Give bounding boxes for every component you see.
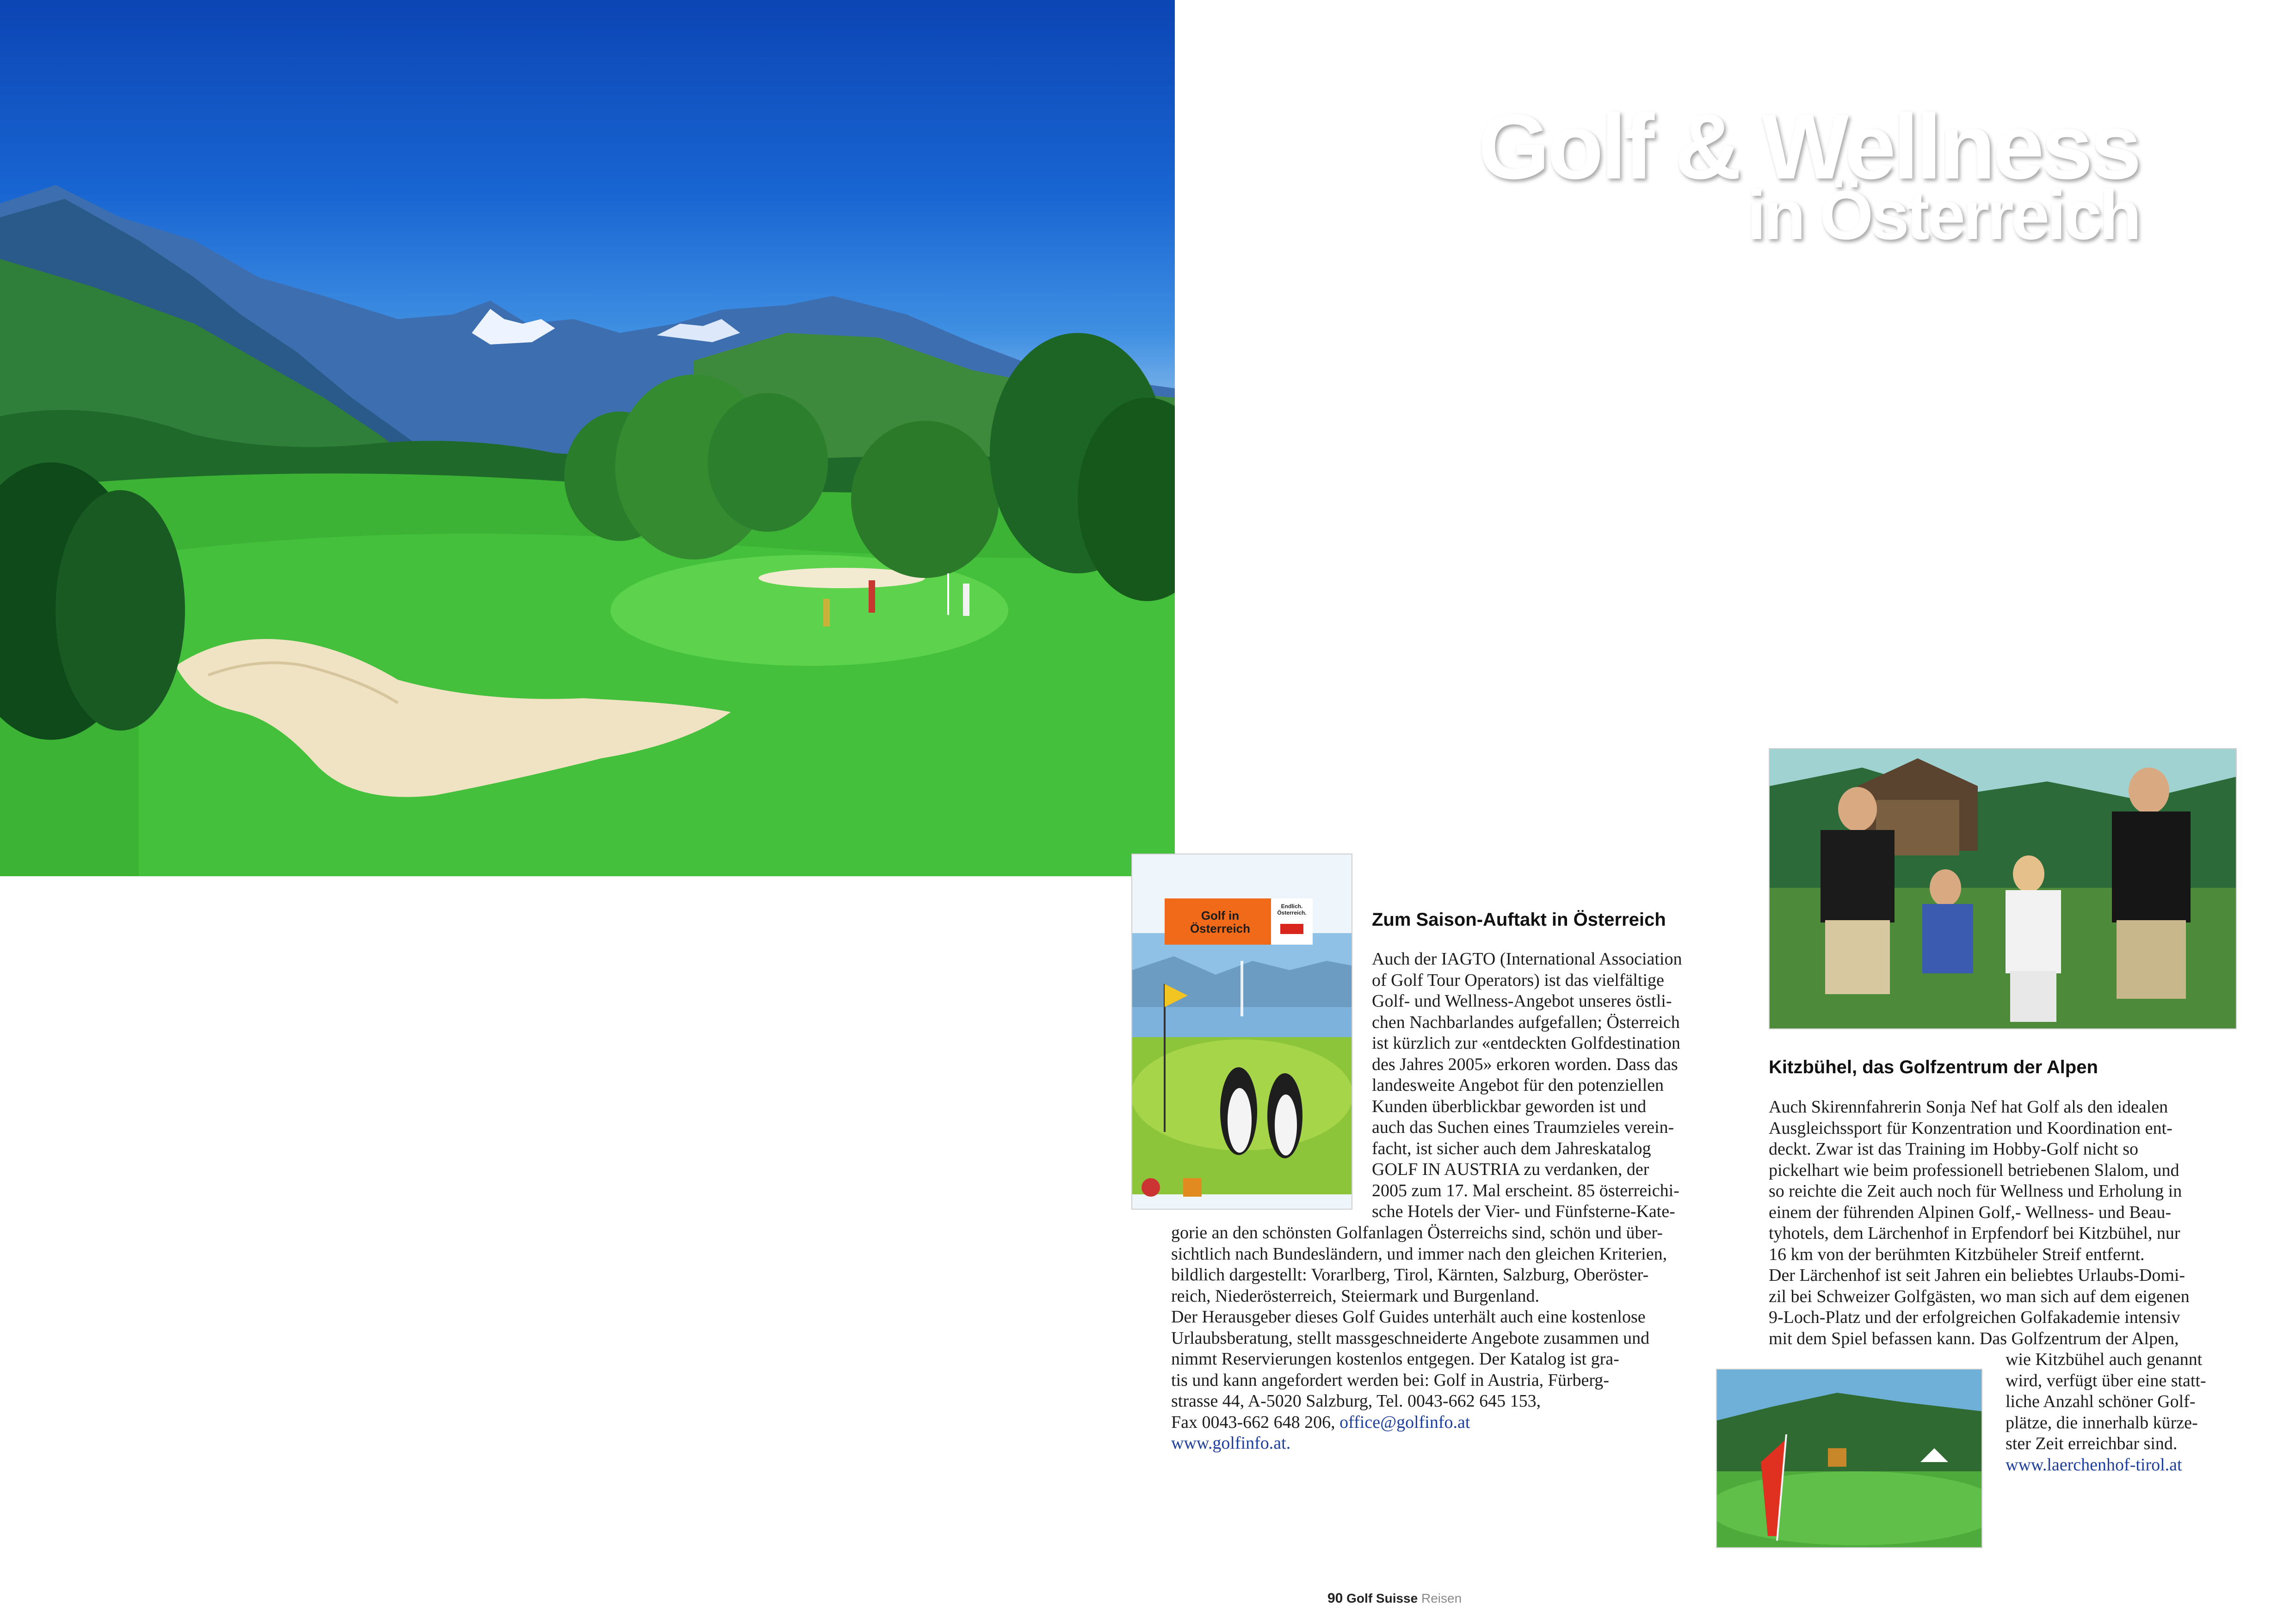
section2-line: 9-Loch-Platz und der erfolgreichen Golfakademie intensiv (1769, 1308, 2180, 1327)
section1-line: Urlaubsberatung, stellt massgeschneiderte Angebote zusammen und (1171, 1328, 1650, 1348)
section1-body-wide (1171, 1223, 1726, 1454)
section2-line: deckt. Zwar ist das Training im Hobby-Golf nicht so (1769, 1139, 2138, 1159)
section1-line: tis und kann angefordert werden bei: Golf in Austria, Fürberg- (1171, 1370, 1609, 1390)
section1-line: chen Nachbarlandes aufgefallen; Österreich (1372, 1012, 1680, 1032)
section1-line: sichtlich nach Bundesländern, und immer nach den gleichen Kriterien, (1171, 1244, 1667, 1264)
section1-line: reich, Niederösterreich, Steiermark und Burgenland. (1171, 1286, 1539, 1306)
section2-line: wird, verfügt über eine statt- (2006, 1371, 2206, 1390)
section1-line: nimmt Reservierungen kostenlos entgegen. Der Katalog ist gra- (1171, 1349, 1619, 1369)
section1-line: Golf- und Wellness-Angebot unseres östli- (1372, 991, 1672, 1011)
catalog-cover-badge-right: Endlich. Österreich. (1277, 903, 1307, 916)
section2-line: plätze, die innerhalb kürze- (2006, 1413, 2198, 1432)
catalog-cover-image (1131, 854, 1352, 1210)
section2-line: 16 km von der berühmten Kitzbüheler Streif entfernt. (1769, 1244, 2145, 1264)
section2-line: Auch Skirennfahrerin Sonja Nef hat Golf als den idealen (1769, 1097, 2168, 1117)
section2-line: pickelhart wie beim professionell betriebenen Slalom, und (1769, 1160, 2179, 1180)
section1-line: ist kürzlich zur «entdeckten Golfdestination (1372, 1033, 1680, 1053)
section2-line: Der Lärchenhof ist seit Jahren ein beliebtes Urlaubs-Domi- (1769, 1266, 2185, 1285)
section1-line: landesweite Angebot für den potenziellen (1372, 1076, 1664, 1095)
kitzbuehel-people-photo (1769, 748, 2237, 1029)
section-name: Reisen (1421, 1591, 1462, 1605)
fax-text: Fax 0043-662 648 206, (1171, 1412, 1340, 1432)
section1-line: strasse 44, A-5020 Salzburg, Tel. 0043-662 645 153, (1171, 1391, 1541, 1411)
section2-line: wie Kitzbühel auch genannt (2006, 1350, 2203, 1369)
section1-line: facht, ist sicher auch dem Jahreskatalog (1372, 1138, 1651, 1158)
website-link[interactable]: www.golfinfo.at. (1171, 1433, 1291, 1453)
section1-line: Auch der IAGTO (International Association (1372, 949, 1682, 969)
page-footer (1327, 1591, 1462, 1606)
section2-line: ster Zeit erreichbar sind. (2006, 1434, 2178, 1453)
section2-body-wide (1769, 1097, 2236, 1349)
hero-golf-course-photo: Golf & Wellness in Österreich (0, 0, 1175, 876)
section1-fax-line (1171, 1412, 1726, 1433)
section1-line: Der Herausgeber dieses Golf Guides unterhält auch eine kostenlose (1171, 1307, 1646, 1327)
section2-line: zil bei Schweizer Golfgästen, wo man sich auf dem eigenen (1769, 1286, 2190, 1306)
section1-line: of Golf Tour Operators) ist das vielfältige (1372, 970, 1664, 990)
hotel-website-link[interactable]: www.laerchenhof-tirol.at (2006, 1455, 2182, 1475)
section2-line: einem der führenden Alpinen Golf,- Wellness- und Beau- (1769, 1202, 2171, 1222)
section2-heading: Kitzbühel, das Golfzentrum der Alpen (1769, 1057, 2098, 1077)
section1-line: bildlich dargestellt: Vorarlberg, Tirol, Kärnten, Salzburg, Oberöster- (1171, 1265, 1649, 1285)
email-link[interactable]: office@golfinfo.at (1339, 1412, 1470, 1432)
catalog-cover-badge-title: Golf in Österreich (1190, 909, 1251, 935)
golf-flag-photo (1716, 1369, 1982, 1548)
section1-line: sche Hotels der Vier- und Fünfsterne-Kate- (1372, 1202, 1675, 1221)
section1-line: 2005 zum 17. Mal erscheint. 85 österreichi- (1372, 1180, 1679, 1200)
section1-body-narrow (1372, 949, 1723, 1223)
section2-line: tyhotels, dem Lärchenhof in Erpfendorf bei Kitzbühel, nur (1769, 1223, 2180, 1243)
section1-heading: Zum Saison-Auftakt in Österreich (1372, 910, 1666, 930)
section2-line: mit dem Spiel befassen kann. Das Golfzentrum der Alpen, (1769, 1328, 2179, 1348)
section1-line: auch das Suchen eines Traumzieles verein- (1372, 1118, 1674, 1137)
magazine-name: Golf Suisse (1346, 1591, 1418, 1605)
page-number: 90 (1327, 1591, 1343, 1606)
section2-line: liche Anzahl schöner Golf- (2006, 1392, 2196, 1411)
section1-line: gorie an den schönsten Golfanlagen Österreichs sind, schön und über- (1171, 1223, 1663, 1242)
section1-line: des Jahres 2005» erkoren worden. Dass das (1372, 1054, 1678, 1074)
section1-line: Kunden überblickbar geworden ist und (1372, 1096, 1647, 1116)
section1-line: GOLF IN AUSTRIA zu verdanken, der (1372, 1160, 1649, 1179)
section2-line: Ausgleichssport für Konzentration und Koordination ent- (1769, 1118, 2173, 1138)
section2-line: so reichte die Zeit auch noch für Wellness und Erholung in (1769, 1181, 2182, 1201)
section2-body-narrow (2006, 1349, 2237, 1475)
